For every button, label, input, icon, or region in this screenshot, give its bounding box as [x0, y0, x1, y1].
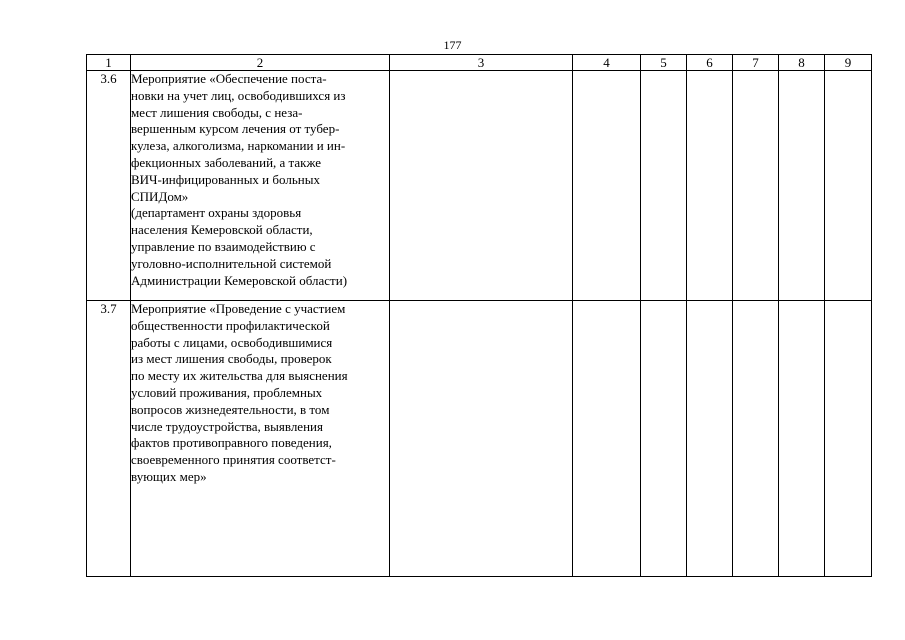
- row-number: 3.6: [87, 71, 131, 301]
- description-line: фактов противоправного поведения,: [131, 435, 332, 451]
- empty-cell: [641, 71, 687, 301]
- empty-cell: [733, 71, 779, 301]
- description-line: мест лишения свободы, с неза-: [131, 104, 303, 120]
- description-line: работы с лицами, освободившимися: [131, 334, 333, 350]
- column-header-9: 9: [825, 55, 872, 71]
- description-line: своевременного принятия соответст-: [131, 452, 336, 468]
- empty-cell: [687, 301, 733, 577]
- column-header-1: 1: [87, 55, 131, 71]
- description-line: Мероприятие «Проведение с участием: [131, 301, 346, 316]
- empty-cell: [779, 301, 825, 577]
- column-header-7: 7: [733, 55, 779, 71]
- description-line: населения Кемеровской области,: [131, 222, 313, 238]
- description-line: управление по взаимодействию с: [131, 238, 316, 254]
- empty-cell: [573, 301, 641, 577]
- description-line: новки на учет лиц, освободившихся из: [131, 87, 346, 103]
- empty-cell: [733, 301, 779, 577]
- column-header-5: 5: [641, 55, 687, 71]
- page-number: 177: [443, 38, 462, 52]
- column-header-3: 3: [390, 55, 573, 71]
- description-line: по месту их жительства для выяснения: [131, 368, 348, 384]
- empty-cell: [687, 71, 733, 301]
- description-line: (департамент охраны здоровья: [131, 205, 302, 221]
- description-line: из мест лишения свободы, проверок: [131, 351, 332, 367]
- row-number: 3.7: [87, 301, 131, 577]
- description-line: Администрации Кемеровской области): [131, 272, 348, 288]
- description-line: числе трудоустройства, выявления: [131, 418, 323, 434]
- empty-cell: [825, 301, 872, 577]
- description-line: СПИДом»: [131, 188, 189, 204]
- measures-table: [86, 54, 872, 577]
- table-row: [87, 71, 872, 301]
- description-line: общественности профилактической: [131, 317, 330, 333]
- description-line: вующих мер»: [131, 468, 207, 484]
- empty-cell: [825, 71, 872, 301]
- description-line: кулеза, алкоголизма, наркомании и ин-: [131, 138, 346, 154]
- description-line: условий проживания, проблемных: [131, 384, 323, 400]
- description-line: вопросов жизнедеятельности, в том: [131, 401, 330, 417]
- empty-cell: [779, 71, 825, 301]
- table-row: [87, 301, 872, 577]
- description-line: ВИЧ-инфицированных и больных: [131, 171, 320, 187]
- empty-cell: [573, 71, 641, 301]
- empty-cell: [390, 71, 573, 301]
- header-row: [87, 55, 872, 71]
- empty-cell: [390, 301, 573, 577]
- description-line: вершенным курсом лечения от тубер-: [131, 121, 340, 137]
- description-line: фекционных заболеваний, а также: [131, 154, 322, 170]
- column-header-6: 6: [687, 55, 733, 71]
- empty-cell: [641, 301, 687, 577]
- description-line: Мероприятие «Обеспечение поста-: [131, 71, 327, 86]
- column-header-2: 2: [131, 55, 390, 71]
- measure-description: [131, 301, 390, 577]
- column-header-8: 8: [779, 55, 825, 71]
- description-line: уголовно-исполнительной системой: [131, 255, 332, 271]
- measure-description: [131, 71, 390, 301]
- column-header-4: 4: [573, 55, 641, 71]
